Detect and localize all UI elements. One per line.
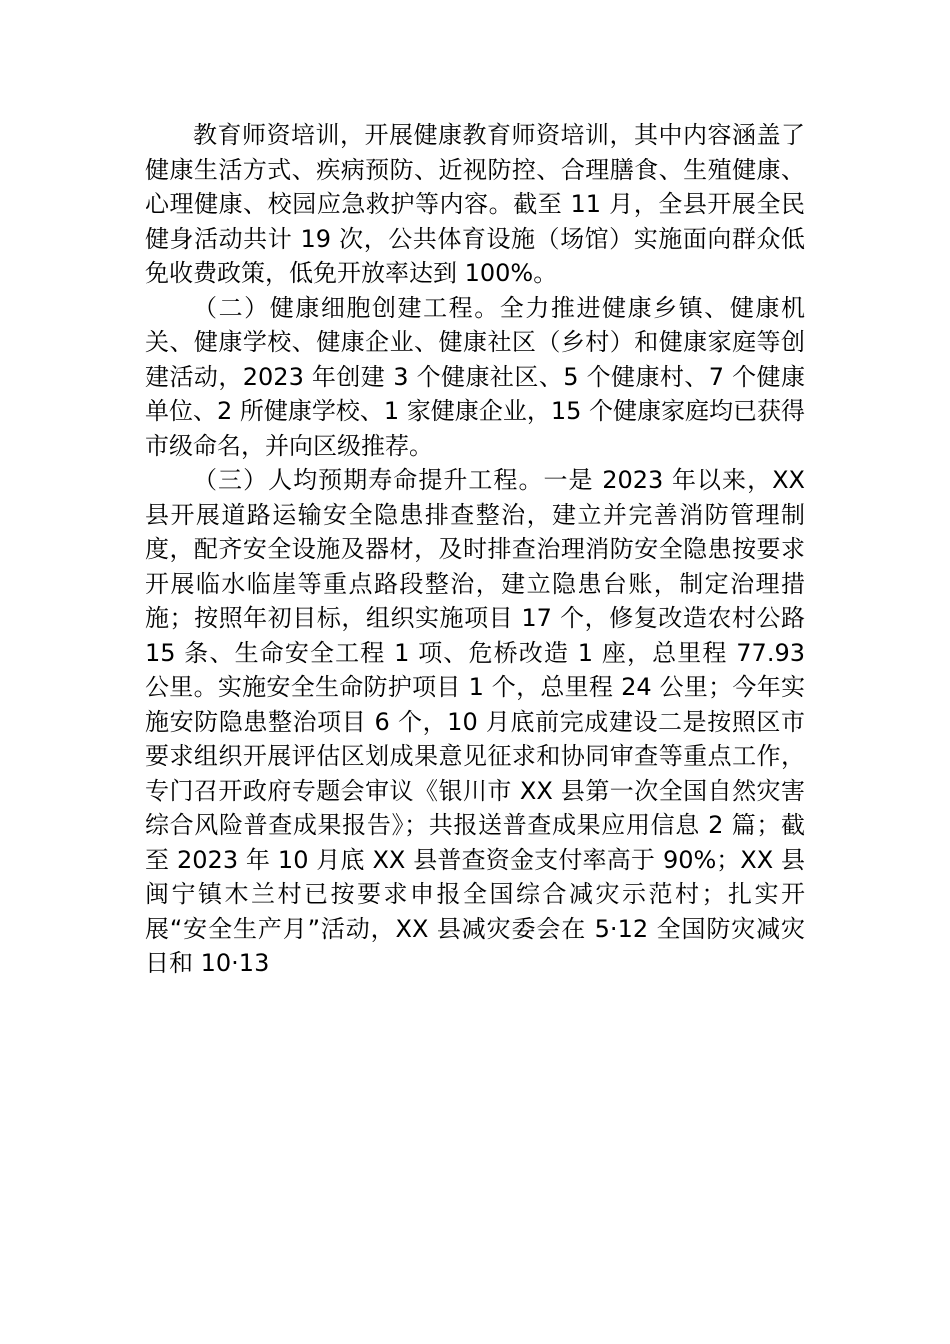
paragraph-health-education-training: 教育师资培训，开展健康教育师资培训，其中内容涵盖了健康生活方式、疾病预防、近视防控、合理膳食、生殖健康、心理健康、校园应急救护等内容。截至 11 月，全县开展全民健身活动共计 19 次，公共体育设施（场馆）实施面向群众低免收费政策，低免开放率达到 100%。	[145, 121, 805, 287]
document-page	[145, 118, 805, 981]
paragraph-life-expectancy-project: （三）人均预期寿命提升工程。一是 2023 年以来，XX 县开展道路运输安全隐患排查整治，建立并完善消防管理制度，配齐安全设施及器材，及时排查治理消防安全隐患按要求开展临水临崖等重点路段整治，建立隐患台账，制定治理措施；按照年初目标，组织实施项目 17 个，修复改造农村公路 15 条、生命安全工程 1 项、危桥改造 1 座，总里程 77.93 公里。实施安全生命防护项目 1 个，总里程 24 公里；今年实施安防隐患整治项目 6 个，10 月底前完成建设二是按照区市要求组织开展评估区划成果意见征求和协同审查等重点工作，专门召开政府专题会审议《银川市 XX 县第一次全国自然灾害综合风险普查成果报告》；共报送普查成果应用信息 2 篇；截至 2023 年 10 月底 XX 县普查资金支付率高于 90%；XX 县闽宁镇木兰村已按要求申报全国综合减灾示范村；扎实开展“安全生产月”活动，XX 县减灾委会在 5·12 全国防灾减灾日和 10·13	[145, 466, 805, 977]
paragraph-healthy-cell-project: （二）健康细胞创建工程。全力推进健康乡镇、健康机关、健康学校、健康企业、健康社区（乡村）和健康家庭等创建活动，2023 年创建 3 个健康社区、5 个健康村、7 个健康单位、2 所健康学校、1 家健康企业，15 个健康家庭均已获得市级命名，并向区级推荐。	[145, 293, 805, 460]
